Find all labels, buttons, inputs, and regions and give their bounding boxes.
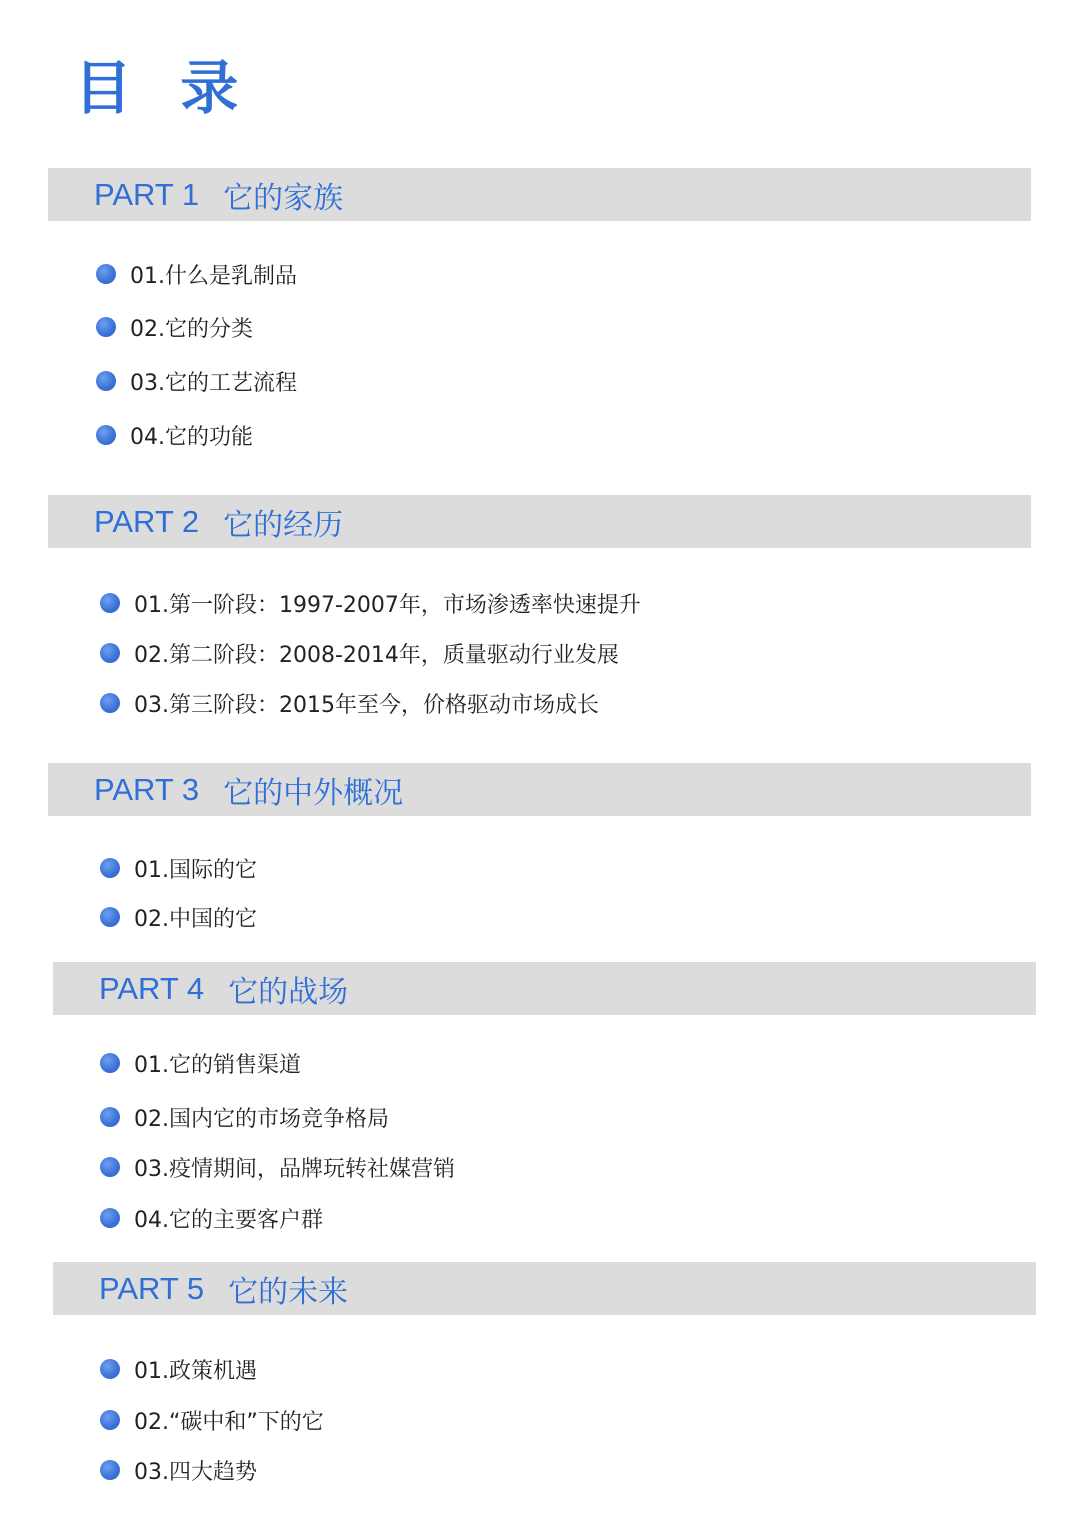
part-4-item-1 [100,1047,301,1079]
item-label: 01.政策机遇 [134,1358,257,1384]
part-4-item-2 [100,1101,389,1133]
part-5-item-3 [100,1454,257,1486]
bullet-dot-icon [100,693,120,713]
item-label: 02.国内它的市场竞争格局 [134,1106,389,1132]
bullet-dot-icon [100,1157,120,1177]
part-4-item-3 [100,1151,455,1183]
part-5-item-1 [100,1353,257,1385]
item-label: 03.它的工艺流程 [130,370,297,396]
item-label: 03.疫情期间，品牌玩转社媒营销 [134,1156,455,1182]
item-label: 03.四大趋势 [134,1459,257,1485]
part-1-number: PART 1 [94,176,200,212]
bullet-dot-icon [96,317,116,337]
bullet-dot-icon [100,1107,120,1127]
item-label: 01.第一阶段：1997-2007年，市场渗透率快速提升 [134,592,641,618]
item-label: 03.第三阶段：2015年至今，价格驱动市场成长 [134,692,599,718]
part-1-header [48,168,1031,221]
part-1-item-4 [96,419,253,451]
part-3-name: 它的中外概况 [223,775,404,811]
part-2-item-1 [100,587,641,619]
part-4-name: 它的战场 [228,974,349,1010]
part-2-number: PART 2 [94,503,200,539]
part-1-item-3 [96,365,297,397]
part-3-item-1 [100,852,257,884]
part-5-item-2 [100,1404,324,1436]
part-2-header [48,495,1031,548]
bullet-dot-icon [96,425,116,445]
part-1-item-1 [96,258,297,290]
part-3-item-2 [100,901,257,933]
item-label: 01.国际的它 [134,857,257,883]
part-2-name: 它的经历 [223,507,344,543]
part-4-item-4 [100,1202,323,1234]
bullet-dot-icon [100,1208,120,1228]
bullet-dot-icon [100,593,120,613]
bullet-dot-icon [100,1359,120,1379]
part-2-item-3 [100,687,599,719]
bullet-dot-icon [100,858,120,878]
bullet-dot-icon [100,643,120,663]
item-label: 04.它的功能 [130,424,253,450]
item-label: 02.“碳中和”下的它 [134,1409,324,1435]
part-3-number: PART 3 [94,771,200,807]
item-label: 01.它的销售渠道 [134,1052,301,1078]
part-1-name: 它的家族 [223,180,344,216]
part-5-name: 它的未来 [228,1274,349,1310]
part-5-header [53,1262,1036,1315]
part-4-header [53,962,1036,1015]
item-label: 04.它的主要客户群 [134,1207,323,1233]
bullet-dot-icon [100,1053,120,1073]
bullet-dot-icon [100,907,120,927]
part-3-header [48,763,1031,816]
item-label: 02.第二阶段：2008-2014年，质量驱动行业发展 [134,642,619,668]
bullet-dot-icon [100,1410,120,1430]
part-2-item-2 [100,637,619,669]
item-label: 01.什么是乳制品 [130,263,297,289]
item-label: 02.它的分类 [130,316,253,342]
item-label: 02.中国的它 [134,906,257,932]
page-title: 目 录 [74,54,253,122]
part-1-item-2 [96,311,253,343]
bullet-dot-icon [100,1460,120,1480]
bullet-dot-icon [96,264,116,284]
part-4-number: PART 4 [99,970,205,1006]
part-5-number: PART 5 [99,1270,205,1306]
bullet-dot-icon [96,371,116,391]
